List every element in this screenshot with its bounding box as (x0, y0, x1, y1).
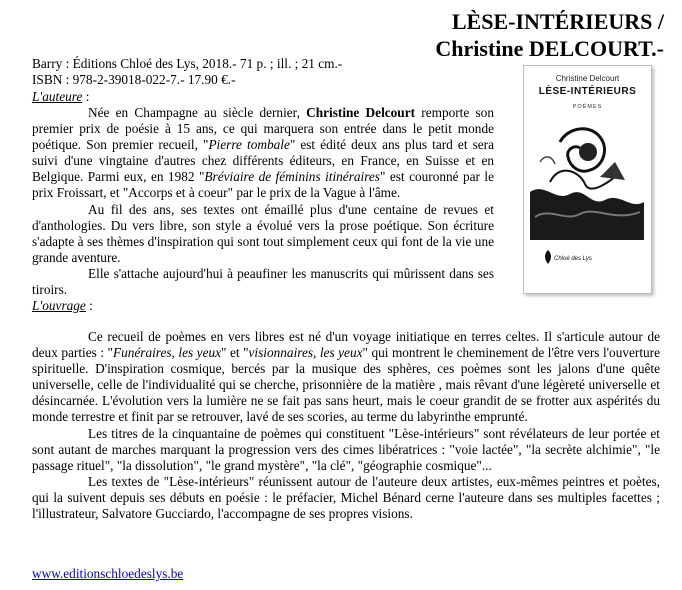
author-section-label: L'auteure : (32, 88, 90, 104)
book-title-heading (435, 8, 664, 62)
work-breviaire: Bréviaire de féminins itinéraires (204, 169, 380, 185)
book-author: Christine DELCOURT.- (435, 36, 664, 61)
cover-publisher: Chloé des Lys (554, 256, 592, 262)
work-pierre-tombale: Pierre tombale (208, 137, 290, 153)
publisher-logo (541, 249, 555, 265)
part-funeraires: Funéraires, les yeux (112, 345, 222, 361)
book-title: LÈSE-INTÉRIEURS / (451, 9, 664, 34)
author-paragraph-3: Elle s'attache aujourd'hui à peaufiner les manuscrits qui mûrissent dans ses tiroirs. (32, 265, 494, 298)
author-paragraph-1: Née en Champagne au siècle dernier, Christine Delcourt remporte son premier prix de poésie à 15 ans, ce qui marquera son entrée dans le petit monde poétique. Son premier recueil, "Pierre tombale" est édité deux ans plus tard et sera suivi d'une vingtaine d'autres chez différents éditeurs, en France, en Suisse et en Belgique. Parmi eux, en 1982 "Bréviaire de féminins itinéraires" est couronné par le prix Froissart, et "Accorps et à coeur" par le prix de la Vague à l'âme. (32, 105, 495, 201)
cover-illustration (530, 122, 644, 240)
work-section (32, 329, 660, 522)
cover-author: Christine Delcourt (555, 74, 620, 83)
work-paragraph-3: Les textes de "Lèse-intérieurs" réunissent autour de l'auteure deux artistes, eux-mêmes peintres et poètes, qui la suivent depuis ses débuts en poésie : le préfacier, Michel Bénard cerne l'auteure dans ses multiples facettes ; l'illustrateur, Salvatore Gucciardo, l'accompagne de ses propres visions. (32, 473, 660, 522)
publisher-website-link[interactable]: www.editionschloedeslys.be (32, 566, 184, 581)
author-name: Christine Delcourt (306, 105, 416, 120)
work-paragraph-1: Ce recueil de poèmes en vers libres est né d'un voyage initiatique en terres celtes. Il s'articule autour de deux parties : "Funéraires, les yeux" et "visionnaires, les yeux" qui montrent le cheminement de l'être vers l'ouverture spirituelle. D'inspiration cosmique, bercés par la musique des sphères, ces poèmes sont les jalons d'une quête universelle, celle de l'individualité qui se cherche, prisonnière de la matière , mais rêvant d'une légèreté universelle et désincarnée. L'évolution vers la lumière ne se fait pas sans heurt, mais le coeur grandit de se frotter aux aspérités du monde terrestre et finit par se retrouver, lavé de ses scories, au terme du labyrinthe emprunté. (32, 329, 660, 425)
publication-line: Barry : Éditions Chloé des Lys, 2018.- 71 p. ; ill. ; 21 cm.- (32, 56, 343, 71)
cover-genre: POÈMES (572, 104, 603, 110)
book-cover-image (523, 65, 652, 294)
isbn-line: ISBN : 978-2-39018-022-7.- 17.90 €.- (32, 72, 236, 88)
bibliographic-info (32, 56, 342, 105)
work-paragraph-2: Les titres de la cinquantaine de poèmes qui constituent "Lèse-intérieurs" sont révélateurs de leur portée et sont autant de marches marquant la progression vers des cimes libératrices : "voie lactée", "la secrète alchimie", "le passage rituel", "la dissolution", "le grand mystère", "la clé", "géographie cosmique"... (32, 425, 660, 473)
part-visionnaires: visionnaires, les yeux (248, 345, 363, 361)
author-section (32, 105, 494, 314)
author-paragraph-2: Au fil des ans, ses textes ont émaillé plus d'une centaine de revues et d'anthologies. Du vers libre, son style a évolué vers la prose poétique. Son écriture s'adapte à ses thèmes d'inspiration qui sont tout simplement ceux qui font de la vie une grande aventure. (32, 201, 494, 265)
work-section-label: L'ouvrage : (32, 298, 93, 314)
cover-title: LÈSE-INTÉRIEURS (538, 86, 637, 97)
